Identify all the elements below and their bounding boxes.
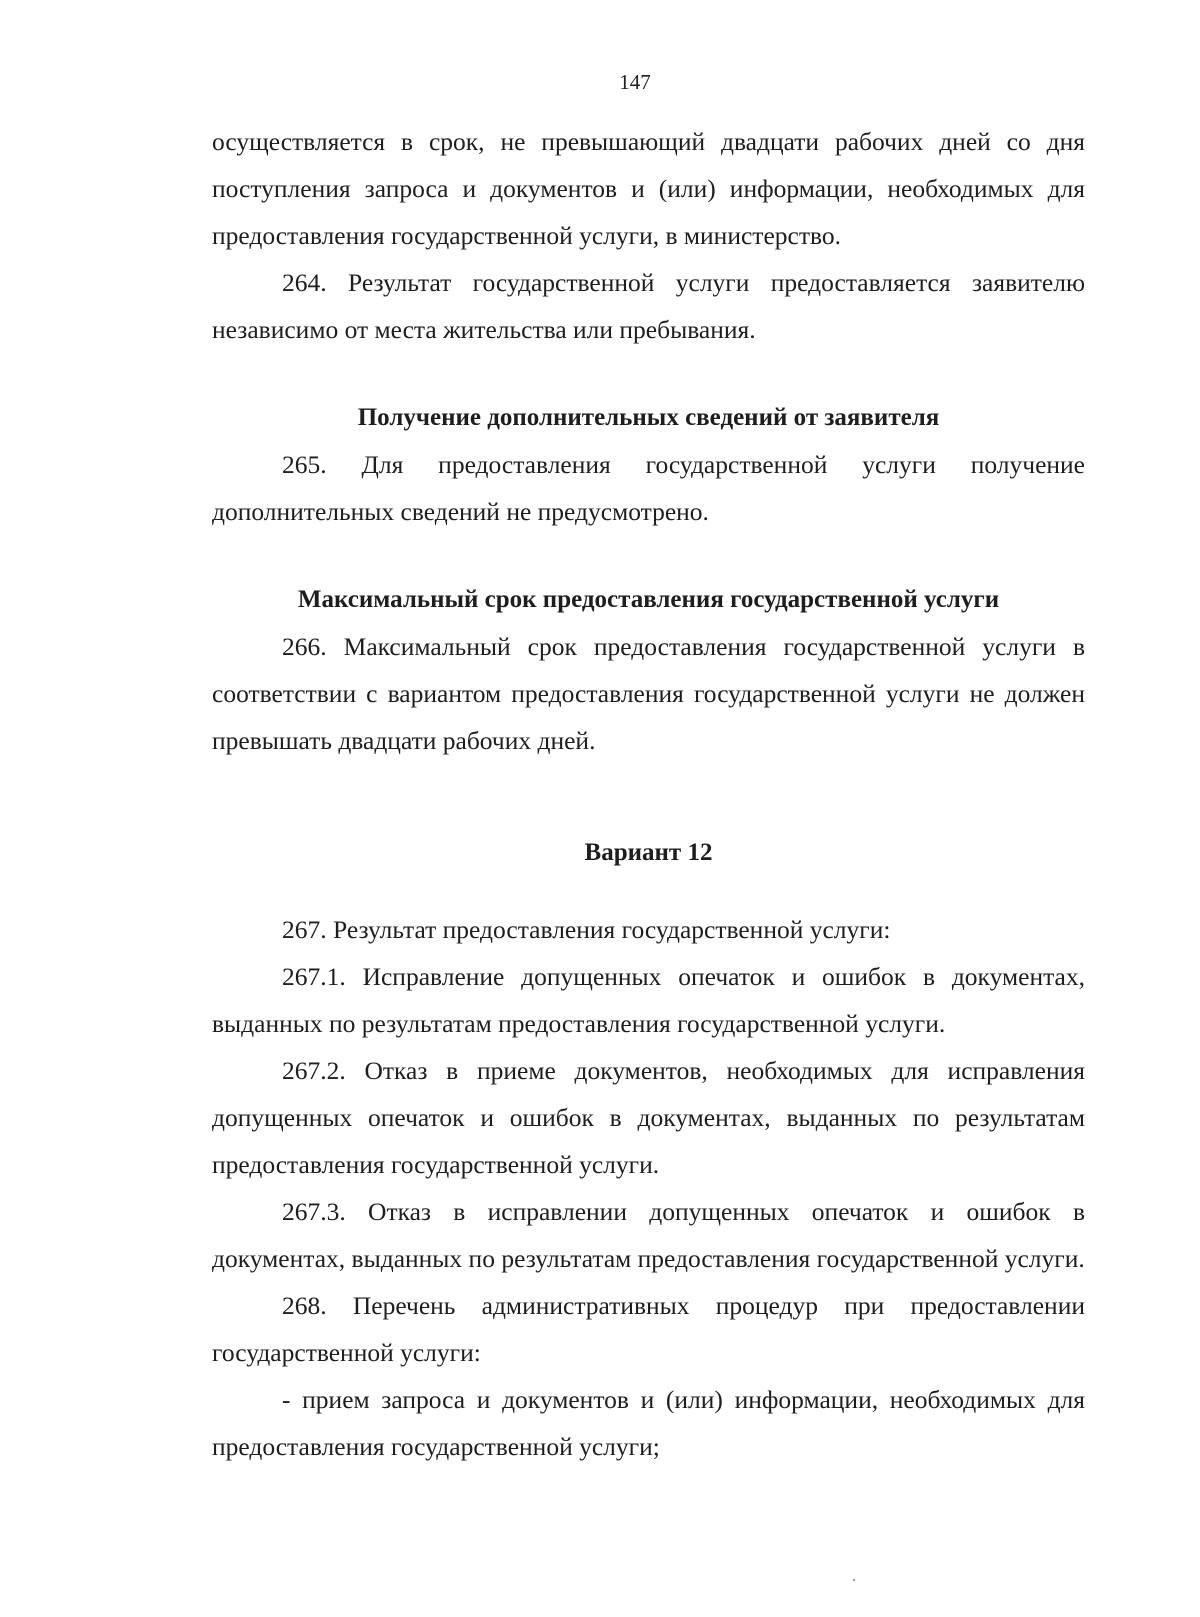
spacer xyxy=(212,876,1085,906)
spacer xyxy=(212,353,1085,394)
spacer xyxy=(212,535,1085,576)
paragraph-266: 266. Максимальный срок предоставления государственной услуги в соответствии с вариантом предоставления государственной услуги не должен превышать двадцати рабочих дней. xyxy=(212,632,1085,755)
paragraph-267-2: 267.2. Отказ в приеме документов, необходимых для исправления допущенных опечаток и ошибок в документах, выданных по результатам предоставления государственной услуги. xyxy=(212,1056,1085,1179)
section-heading-max-term: Максимальный срок предоставления государственной услуги xyxy=(297,586,1000,613)
paragraph-264: 264. Результат государственной услуги предоставляется заявителю независимо от места жительства или пребывания. xyxy=(212,268,1085,344)
paragraph-267: 267. Результат предоставления государственной услуги: xyxy=(282,915,891,944)
paragraph-263-continuation: осуществляется в срок, не превышающий двадцати рабочих дней со дня поступления запроса и документов и (или) информации, необходимых для предоставления государственной услуги, в министерство. xyxy=(212,127,1085,250)
paragraph-268-list-item: - прием запроса и документов и (или) информации, необходимых для предоставления государственной услуги; xyxy=(212,1385,1085,1461)
paragraph-267-3: 267.3. Отказ в исправлении допущенных опечаток и ошибок в документах, выданных по результатам предоставления государственной услуги. xyxy=(212,1197,1085,1273)
paragraph-267-1: 267.1. Исправление допущенных опечаток и ошибок в документах, выданных по результатам предоставления государственной услуги. xyxy=(212,962,1085,1038)
document-body xyxy=(212,118,1085,1470)
scan-speck xyxy=(853,1579,855,1581)
section-heading-variant: Вариант 12 xyxy=(584,839,713,866)
spacer xyxy=(212,764,1085,829)
page-number: 147 xyxy=(619,70,651,94)
paragraph-268: 268. Перечень административных процедур при предоставлении государственной услуги: xyxy=(212,1291,1085,1367)
paragraph-265: 265. Для предоставления государственной услуги получение дополнительных сведений не предусмотрено. xyxy=(212,450,1085,526)
section-heading-additional-info: Получение дополнительных сведений от заявителя xyxy=(357,404,940,431)
